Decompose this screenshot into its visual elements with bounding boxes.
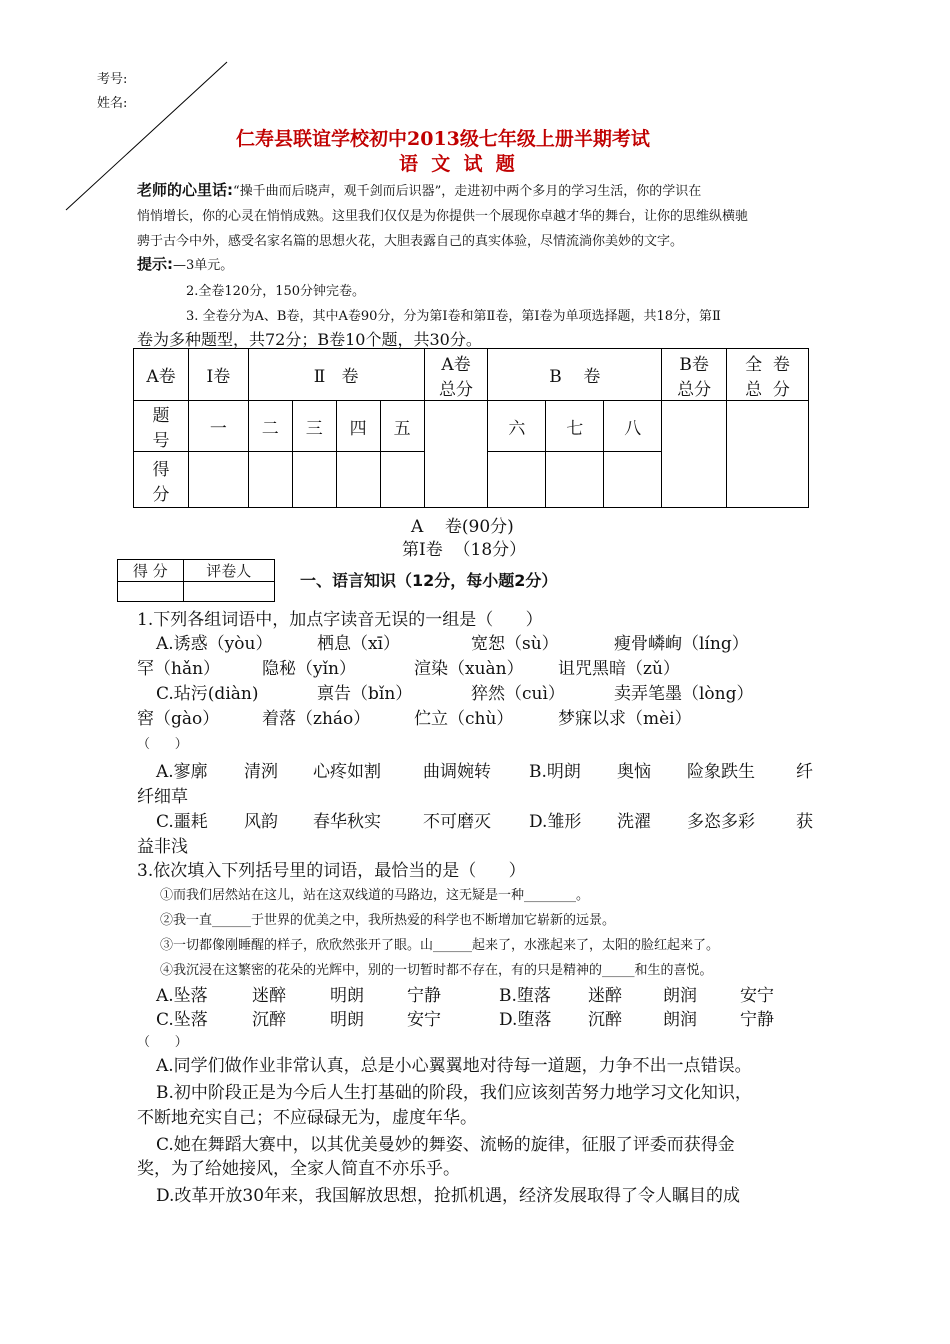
- score-table: [133, 348, 809, 508]
- exam-title: 仁寿县联谊学校初中2013级七年级上册半期考试: [236, 128, 650, 150]
- cell-q6: 六: [488, 401, 546, 452]
- teacher-words-label: 老师的心里话:: [137, 181, 233, 199]
- q4-option-b-line1: B.初中阶段正是为今后人生打基础的阶段，我们应该刻苦努力地学习文化知识，: [156, 1083, 752, 1103]
- tips-label: 提示:: [137, 255, 173, 273]
- cell-score-q2[interactable]: [248, 452, 292, 508]
- cell-score-q6[interactable]: [488, 452, 546, 508]
- cell-score-q3[interactable]: [292, 452, 336, 508]
- tips-item3: 3. 全卷分为A、B卷，其中A卷90分，分为第Ⅰ卷和第Ⅱ卷，第Ⅰ卷为单项选择题，共18分，第Ⅱ: [186, 309, 721, 324]
- cell-score-q1[interactable]: [188, 452, 248, 508]
- cell-score-q5[interactable]: [380, 452, 424, 508]
- q2-paren: （ ）: [137, 737, 188, 752]
- cell-a-total-score[interactable]: [424, 401, 488, 508]
- q4-paren: （ ）: [137, 1035, 188, 1050]
- q4-option-b-line2: 不断地充实自己；不应碌碌无为，虚度年华。: [137, 1108, 477, 1128]
- rater-score-label: 得 分: [118, 560, 184, 582]
- cell-vol2: Ⅱ 卷: [248, 349, 424, 401]
- rater-table: [117, 559, 275, 602]
- rater-person-cell[interactable]: [183, 582, 274, 602]
- tips-item1: —3单元。: [173, 258, 234, 273]
- cell-vol1: Ⅰ卷: [188, 349, 248, 401]
- cell-all-total-score[interactable]: [727, 401, 809, 508]
- rater-score-cell[interactable]: [118, 582, 184, 602]
- tips-item2: 2.全卷120分，150分钟完卷。: [186, 284, 366, 299]
- q3-sentence4: ④我沉浸在这繁密的花朵的光辉中，别的一切暂时都不存在，有的只是精神的_____和生的喜悦。: [160, 963, 713, 978]
- cell-score-q7[interactable]: [546, 452, 604, 508]
- q4-option-d-line1: D.改革开放30年来，我国解放思想，抢抓机遇，经济发展取得了令人瞩目的成: [156, 1186, 741, 1206]
- cell-score-label: 得 分: [134, 452, 189, 508]
- q3-stem: 3.依次填入下列括号里的词语，最恰当的是（ ）: [137, 861, 526, 881]
- q3-sentence1: ①而我们居然站在这儿，站在这双线道的马路边，这无疑是一种________。: [160, 888, 590, 903]
- cell-b-paper: B 卷: [488, 349, 662, 401]
- a-paper-title: A 卷(90分): [411, 517, 514, 537]
- cell-b-total: B卷 总分: [662, 349, 727, 401]
- q2-b-continued: 纤细草: [137, 787, 188, 807]
- cell-all-total: 全 卷 总 分: [727, 349, 809, 401]
- cell-score-q4[interactable]: [336, 452, 380, 508]
- q4-option-c-line1: C.她在舞蹈大赛中，以其优美曼妙的舞姿、流畅的旋律，征服了评委而获得金: [156, 1135, 735, 1155]
- teacher-words-block: [137, 178, 827, 254]
- q4-option-a: A.同学们做作业非常认真，总是小心翼翼地对待每一道题，力争不出一点错误。: [156, 1056, 752, 1076]
- part1-heading: 一、语言知识（12分，每小题2分）: [300, 571, 558, 590]
- cell-q3: 三: [292, 401, 336, 452]
- q2-d-continued: 益非浅: [137, 837, 188, 857]
- cell-q5: 五: [380, 401, 424, 452]
- cell-q7: 七: [546, 401, 604, 452]
- tips-item3-cont: 卷为多种题型，共72分；B卷10个题，共30分。: [137, 330, 482, 349]
- cell-q2: 二: [248, 401, 292, 452]
- teacher-words-line3: 骋于古今中外，感受名家名篇的思想火花，大胆表露自己的真实体验，尽情流淌你美妙的文字。: [137, 234, 684, 249]
- vol1-title: 第Ⅰ卷 （18分）: [402, 540, 527, 560]
- cell-q8: 八: [604, 401, 662, 452]
- cell-q1: 一: [188, 401, 248, 452]
- cell-q4: 四: [336, 401, 380, 452]
- cell-q-no-label: 题 号: [134, 401, 189, 452]
- rater-person-label: 评卷人: [183, 560, 274, 582]
- cell-score-q8[interactable]: [604, 452, 662, 508]
- q3-sentence3: ③一切都像刚睡醒的样子，欣欣然张开了眼。山______起来了，水涨起来了，太阳的脸红起来了。: [160, 938, 720, 953]
- teacher-words-line1: “操千曲而后晓声，观千剑而后识器”，走进初中两个多月的学习生活，你的学识在: [233, 184, 702, 199]
- teacher-words-line2: 悄悄增长，你的心灵在悄悄成熟。这里我们仅仅是为你提供一个展现你卓越才华的舞台，让你的思维纵横驰: [137, 209, 749, 224]
- q1-stem: 1.下列各组词语中，加点字读音无误的一组是（ ）: [137, 610, 543, 630]
- cell-a-total: A卷 总分: [424, 349, 488, 401]
- tips-row1: [137, 253, 233, 274]
- cell-a-paper: A卷: [134, 349, 189, 401]
- q4-option-c-line2: 奖，为了给她接风，全家人简直不亦乐乎。: [137, 1159, 460, 1179]
- cell-b-total-score[interactable]: [662, 401, 727, 508]
- q3-sentence2: ②我一直______于世界的优美之中，我所热爱的科学也不断增加它崭新的远景。: [160, 913, 616, 928]
- exam-number-label: 考号:: [97, 72, 128, 87]
- exam-subtitle: 语 文 试 题: [399, 153, 515, 175]
- student-name-label: 姓名:: [97, 96, 128, 111]
